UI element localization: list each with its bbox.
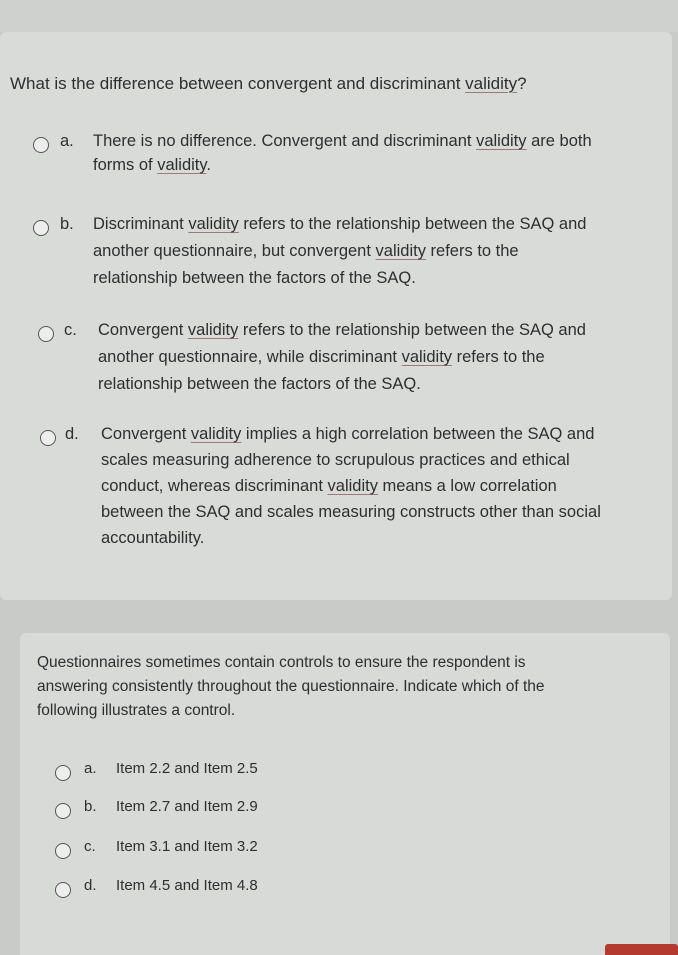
option-text-segment: .: [206, 156, 211, 174]
radio-button[interactable]: [55, 843, 71, 859]
option-text-segment: Convergent: [101, 425, 191, 443]
option-text-line: [93, 130, 592, 153]
option-letter: a.: [60, 132, 74, 150]
option-text-line: [93, 267, 416, 290]
radio-button[interactable]: [38, 326, 54, 342]
question-2-line: Questionnaires sometimes contain controls to ensure the respondent is: [37, 654, 526, 671]
question-2-line: following illustrates a control.: [37, 702, 236, 719]
option-text-segment: are both: [526, 132, 592, 150]
option-text-line: [101, 475, 557, 498]
option-text-segment: another questionnaire, but convergent: [93, 242, 376, 260]
question-1-text-part: What is the difference between convergent and discriminant: [10, 74, 466, 93]
option-text-line: [93, 213, 586, 236]
option-letter: b.: [60, 215, 74, 233]
option-text-segment: means a low correlation: [377, 477, 557, 495]
option-text-segment: refers to the relationship between the SAQ and: [238, 215, 587, 233]
option-text-line: [101, 527, 204, 550]
option-text-segment: Discriminant: [93, 215, 189, 233]
underlined-word: validity: [375, 242, 426, 260]
question-1-underlined-word: validity: [465, 74, 518, 93]
radio-button[interactable]: [33, 220, 49, 236]
underlined-word: validity: [190, 425, 242, 443]
option-text-segment: relationship between the factors of the SAQ.: [98, 375, 421, 393]
top-strip: [0, 0, 678, 32]
question-2-line: answering consistently throughout the questionnaire. Indicate which of the: [37, 678, 545, 695]
option-text-line: [98, 373, 421, 396]
option-text-segment: Convergent: [98, 321, 188, 339]
underlined-word: validity: [476, 132, 527, 150]
option-text-segment: relationship between the factors of the SAQ.: [93, 269, 416, 287]
option-text: Item 3.1 and Item 3.2: [116, 838, 258, 855]
radio-button[interactable]: [55, 882, 71, 898]
option-text-segment: another questionnaire, while discriminant: [98, 348, 402, 366]
option-text-segment: forms of: [93, 156, 158, 174]
option-text-segment: between the SAQ and scales measuring constructs other than social: [101, 503, 601, 521]
radio-button[interactable]: [55, 765, 71, 781]
option-text-line: [98, 346, 545, 369]
option-text-line: [93, 240, 519, 263]
option-letter: b.: [84, 798, 97, 815]
option-text: Item 2.7 and Item 2.9: [116, 798, 258, 815]
question-1-text: [10, 72, 650, 95]
submit-button-edge[interactable]: [605, 944, 678, 955]
option-text: Item 2.2 and Item 2.5: [116, 760, 258, 777]
option-text-line: [101, 449, 570, 472]
option-text: Item 4.5 and Item 4.8: [116, 877, 258, 894]
underlined-word: validity: [187, 321, 239, 339]
option-text-segment: implies a high correlation between the SAQ and: [241, 425, 595, 443]
option-text-segment: conduct, whereas discriminant: [101, 477, 328, 495]
option-text-line: [101, 423, 594, 446]
option-text-segment: There is no difference. Convergent and discriminant: [93, 132, 477, 150]
question-2-text: [37, 651, 657, 723]
underlined-word: validity: [157, 156, 207, 174]
option-text-segment: refers to the relationship between the SAQ and: [238, 321, 586, 339]
option-text-line: [101, 501, 601, 524]
option-letter: c.: [84, 838, 96, 855]
radio-button[interactable]: [55, 803, 71, 819]
option-letter: c.: [64, 321, 77, 339]
option-text-segment: scales measuring adherence to scrupulous practices and ethical: [101, 451, 570, 469]
option-letter: a.: [84, 760, 97, 777]
option-text-segment: accountability.: [101, 529, 205, 547]
underlined-word: validity: [401, 348, 453, 366]
option-text-line: [98, 319, 586, 342]
option-letter: d.: [84, 877, 97, 894]
underlined-word: validity: [327, 477, 378, 495]
option-text-segment: refers to the: [425, 242, 519, 260]
option-text-segment: refers to the: [452, 348, 545, 366]
option-text-line: [93, 154, 211, 177]
radio-button[interactable]: [33, 137, 49, 153]
question-1-text-end: ?: [517, 74, 527, 93]
radio-button[interactable]: [40, 430, 56, 446]
underlined-word: validity: [188, 215, 239, 233]
option-letter: d.: [65, 425, 79, 443]
